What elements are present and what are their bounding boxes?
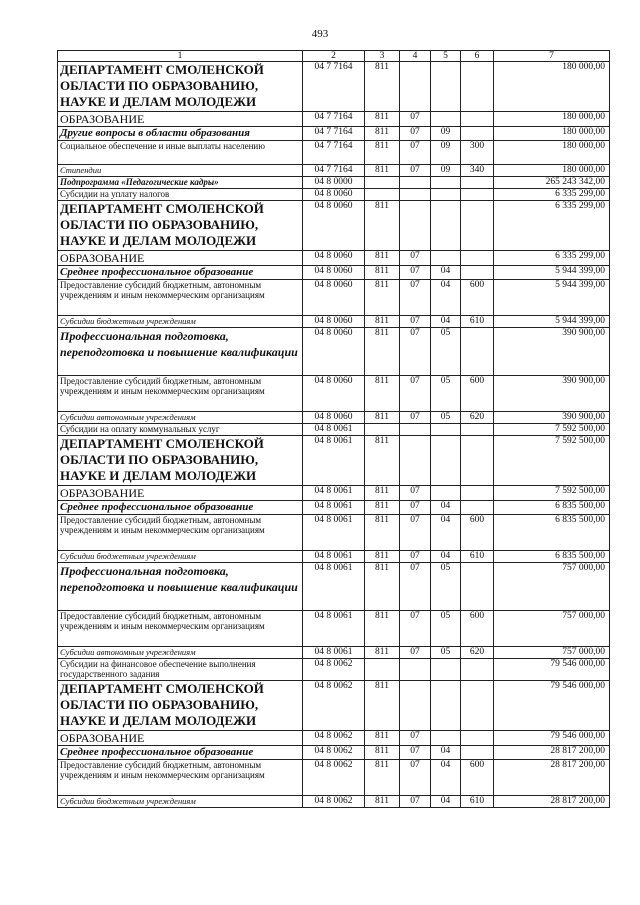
expense-type-cell: 600 (461, 760, 494, 796)
code-cell: 04 8 0061 (303, 515, 365, 551)
code-cell: 04 8 0060 (303, 316, 365, 328)
department-code-cell: 811 (365, 316, 400, 328)
table-row (58, 611, 610, 647)
department-code-cell: 811 (365, 412, 400, 424)
code-cell: 04 8 0061 (303, 424, 365, 436)
expense-type-cell (461, 746, 494, 760)
code-cell: 04 8 0060 (303, 328, 365, 376)
code-cell: 04 8 0000 (303, 177, 365, 189)
department-code-cell: 811 (365, 760, 400, 796)
amount-cell: 6 335 299,00 (494, 201, 610, 251)
subsection-cell: 04 (431, 266, 461, 280)
row-name-cell: Предоставление субсидий бюджетным, автономным учреждениям и иным некоммерческим организациям (58, 611, 303, 647)
header-cell-6: 6 (461, 51, 494, 62)
expense-type-cell (461, 62, 494, 112)
expense-type-cell: 620 (461, 647, 494, 659)
expense-type-cell (461, 112, 494, 127)
department-code-cell: 811 (365, 62, 400, 112)
amount-cell: 757 000,00 (494, 647, 610, 659)
expense-type-cell: 610 (461, 796, 494, 808)
table-row (58, 563, 610, 611)
header-cell-2: 2 (303, 51, 365, 62)
amount-cell: 6 835 500,00 (494, 551, 610, 563)
row-name-cell: Субсидии бюджетным учреждениям (58, 316, 303, 328)
code-cell: 04 8 0061 (303, 647, 365, 659)
amount-cell: 180 000,00 (494, 165, 610, 177)
section-cell: 07 (400, 611, 431, 647)
section-cell: 07 (400, 647, 431, 659)
table-header-row (58, 51, 610, 62)
code-cell: 04 7 7164 (303, 62, 365, 112)
department-code-cell: 811 (365, 746, 400, 760)
table-row (58, 251, 610, 266)
section-cell (400, 177, 431, 189)
expense-type-cell (461, 189, 494, 201)
row-name-cell: ОБРАЗОВАНИЕ (58, 251, 303, 266)
amount-cell: 6 335 299,00 (494, 189, 610, 201)
section-cell: 07 (400, 251, 431, 266)
expense-type-cell (461, 436, 494, 486)
expense-type-cell: 600 (461, 280, 494, 316)
table-row (58, 486, 610, 501)
section-cell: 07 (400, 376, 431, 412)
subsection-cell (431, 251, 461, 266)
section-cell: 07 (400, 141, 431, 165)
expense-type-cell (461, 563, 494, 611)
section-cell: 07 (400, 127, 431, 141)
row-name-cell: Субсидии на оплату коммунальных услуг (58, 424, 303, 436)
code-cell: 04 7 7164 (303, 141, 365, 165)
row-name-cell: Субсидии автономным учреждениям (58, 412, 303, 424)
section-cell: 07 (400, 266, 431, 280)
subsection-cell (431, 436, 461, 486)
code-cell: 04 8 0061 (303, 551, 365, 563)
department-code-cell: 811 (365, 165, 400, 177)
table-row (58, 760, 610, 796)
section-cell (400, 62, 431, 112)
code-cell: 04 7 7164 (303, 112, 365, 127)
department-code-cell: 811 (365, 681, 400, 731)
code-cell: 04 7 7164 (303, 165, 365, 177)
department-code-cell: 811 (365, 563, 400, 611)
table-row (58, 165, 610, 177)
code-cell: 04 8 0060 (303, 266, 365, 280)
expense-type-cell (461, 251, 494, 266)
expense-type-cell (461, 266, 494, 280)
table-row (58, 112, 610, 127)
section-cell (400, 189, 431, 201)
amount-cell: 390 900,00 (494, 328, 610, 376)
table-row (58, 412, 610, 424)
code-cell: 04 8 0060 (303, 251, 365, 266)
code-cell: 04 7 7164 (303, 127, 365, 141)
table-row (58, 436, 610, 486)
row-name-cell: Среднее профессиональное образование (58, 501, 303, 515)
subsection-cell: 09 (431, 165, 461, 177)
section-cell: 07 (400, 563, 431, 611)
table-row (58, 127, 610, 141)
amount-cell: 5 944 399,00 (494, 280, 610, 316)
row-name-cell: ДЕПАРТАМЕНТ СМОЛЕНСКОЙ ОБЛАСТИ ПО ОБРАЗОВАНИЮ, НАУКЕ И ДЕЛАМ МОЛОДЕЖИ (58, 436, 303, 486)
code-cell: 04 8 0062 (303, 659, 365, 681)
amount-cell: 79 546 000,00 (494, 731, 610, 746)
row-name-cell: Стипендии (58, 165, 303, 177)
subsection-cell: 09 (431, 141, 461, 165)
expense-type-cell: 600 (461, 376, 494, 412)
row-name-cell: ДЕПАРТАМЕНТ СМОЛЕНСКОЙ ОБЛАСТИ ПО ОБРАЗОВАНИЮ, НАУКЕ И ДЕЛАМ МОЛОДЕЖИ (58, 62, 303, 112)
code-cell: 04 8 0060 (303, 376, 365, 412)
department-code-cell: 811 (365, 501, 400, 515)
amount-cell: 7 592 500,00 (494, 436, 610, 486)
page-number: 493 (311, 28, 329, 40)
header-cell-4: 4 (400, 51, 431, 62)
code-cell: 04 8 0061 (303, 501, 365, 515)
amount-cell: 6 335 299,00 (494, 251, 610, 266)
amount-cell: 180 000,00 (494, 112, 610, 127)
subsection-cell: 05 (431, 328, 461, 376)
subsection-cell (431, 424, 461, 436)
amount-cell: 757 000,00 (494, 611, 610, 647)
department-code-cell (365, 659, 400, 681)
table-row (58, 796, 610, 808)
amount-cell: 6 835 500,00 (494, 501, 610, 515)
code-cell: 04 8 0061 (303, 611, 365, 647)
amount-cell: 28 817 200,00 (494, 746, 610, 760)
expense-type-cell: 340 (461, 165, 494, 177)
department-code-cell (365, 424, 400, 436)
code-cell: 04 8 0061 (303, 436, 365, 486)
row-name-cell: Подпрограмма «Педагогические кадры» (58, 177, 303, 189)
section-cell: 07 (400, 515, 431, 551)
code-cell: 04 8 0061 (303, 486, 365, 501)
subsection-cell: 04 (431, 316, 461, 328)
table-row (58, 316, 610, 328)
expense-type-cell (461, 659, 494, 681)
amount-cell: 79 546 000,00 (494, 681, 610, 731)
amount-cell: 390 900,00 (494, 412, 610, 424)
section-cell (400, 424, 431, 436)
department-code-cell: 811 (365, 266, 400, 280)
section-cell: 07 (400, 551, 431, 563)
subsection-cell: 04 (431, 760, 461, 796)
expense-type-cell: 300 (461, 141, 494, 165)
department-code-cell: 811 (365, 611, 400, 647)
table-row (58, 189, 610, 201)
row-name-cell: Субсидии бюджетным учреждениям (58, 551, 303, 563)
amount-cell: 5 944 399,00 (494, 266, 610, 280)
code-cell: 04 8 0062 (303, 796, 365, 808)
subsection-cell: 05 (431, 412, 461, 424)
table-row (58, 731, 610, 746)
subsection-cell (431, 189, 461, 201)
code-cell: 04 8 0061 (303, 563, 365, 611)
row-name-cell: Другие вопросы в области образования (58, 127, 303, 141)
code-cell: 04 8 0060 (303, 189, 365, 201)
code-cell: 04 8 0060 (303, 412, 365, 424)
code-cell: 04 8 0060 (303, 280, 365, 316)
section-cell: 07 (400, 760, 431, 796)
table-row (58, 746, 610, 760)
department-code-cell: 811 (365, 112, 400, 127)
department-code-cell: 811 (365, 515, 400, 551)
table-row (58, 266, 610, 280)
table-row (58, 328, 610, 376)
subsection-cell (431, 201, 461, 251)
amount-cell: 7 592 500,00 (494, 424, 610, 436)
table-row (58, 659, 610, 681)
department-code-cell: 811 (365, 251, 400, 266)
row-name-cell: Субсидии на финансовое обеспечение выполнения государственного задания (58, 659, 303, 681)
row-name-cell: Предоставление субсидий бюджетным, автономным учреждениям и иным некоммерческим организациям (58, 515, 303, 551)
amount-cell: 28 817 200,00 (494, 760, 610, 796)
table-row (58, 551, 610, 563)
department-code-cell: 811 (365, 436, 400, 486)
row-name-cell: ДЕПАРТАМЕНТ СМОЛЕНСКОЙ ОБЛАСТИ ПО ОБРАЗОВАНИЮ, НАУКЕ И ДЕЛАМ МОЛОДЕЖИ (58, 681, 303, 731)
table-row (58, 376, 610, 412)
department-code-cell: 811 (365, 731, 400, 746)
row-name-cell: ОБРАЗОВАНИЕ (58, 731, 303, 746)
department-code-cell: 811 (365, 376, 400, 412)
subsection-cell (431, 62, 461, 112)
subsection-cell: 04 (431, 515, 461, 551)
department-code-cell: 811 (365, 127, 400, 141)
table-row (58, 177, 610, 189)
amount-cell: 79 546 000,00 (494, 659, 610, 681)
table-row (58, 501, 610, 515)
expense-type-cell: 610 (461, 316, 494, 328)
department-code-cell: 811 (365, 328, 400, 376)
section-cell: 07 (400, 412, 431, 424)
department-code-cell (365, 177, 400, 189)
section-cell (400, 436, 431, 486)
table-row (58, 141, 610, 165)
table-row (58, 280, 610, 316)
row-name-cell: Субсидии автономным учреждениям (58, 647, 303, 659)
amount-cell: 180 000,00 (494, 62, 610, 112)
expense-type-cell (461, 328, 494, 376)
section-cell: 07 (400, 316, 431, 328)
section-cell: 07 (400, 796, 431, 808)
row-name-cell: Социальное обеспечение и иные выплаты населению (58, 141, 303, 165)
row-name-cell: Предоставление субсидий бюджетным, автономным учреждениям и иным некоммерческим организациям (58, 760, 303, 796)
expense-type-cell (461, 501, 494, 515)
expense-type-cell (461, 681, 494, 731)
code-cell: 04 8 0062 (303, 681, 365, 731)
subsection-cell: 04 (431, 796, 461, 808)
department-code-cell: 811 (365, 647, 400, 659)
amount-cell: 6 835 500,00 (494, 515, 610, 551)
amount-cell: 265 243 342,00 (494, 177, 610, 189)
section-cell: 07 (400, 746, 431, 760)
expense-type-cell (461, 424, 494, 436)
section-cell: 07 (400, 165, 431, 177)
budget-table (57, 50, 610, 808)
row-name-cell: Предоставление субсидий бюджетным, автономным учреждениям и иным некоммерческим организациям (58, 376, 303, 412)
code-cell: 04 8 0062 (303, 746, 365, 760)
section-cell: 07 (400, 486, 431, 501)
subsection-cell (431, 659, 461, 681)
subsection-cell: 05 (431, 647, 461, 659)
expense-type-cell (461, 177, 494, 189)
department-code-cell: 811 (365, 796, 400, 808)
section-cell: 07 (400, 112, 431, 127)
row-name-cell: ОБРАЗОВАНИЕ (58, 486, 303, 501)
row-name-cell: Субсидии на уплату налогов (58, 189, 303, 201)
subsection-cell: 04 (431, 501, 461, 515)
code-cell: 04 8 0062 (303, 731, 365, 746)
department-code-cell: 811 (365, 486, 400, 501)
section-cell: 07 (400, 280, 431, 316)
expense-type-cell (461, 486, 494, 501)
amount-cell: 5 944 399,00 (494, 316, 610, 328)
subsection-cell: 09 (431, 127, 461, 141)
subsection-cell: 04 (431, 280, 461, 316)
table-row (58, 515, 610, 551)
department-code-cell: 811 (365, 141, 400, 165)
department-code-cell: 811 (365, 201, 400, 251)
subsection-cell (431, 177, 461, 189)
department-code-cell: 811 (365, 280, 400, 316)
expense-type-cell: 620 (461, 412, 494, 424)
row-name-cell: ОБРАЗОВАНИЕ (58, 112, 303, 127)
department-code-cell: 811 (365, 551, 400, 563)
amount-cell: 757 000,00 (494, 563, 610, 611)
subsection-cell: 05 (431, 611, 461, 647)
row-name-cell: Предоставление субсидий бюджетным, автономным учреждениям и иным некоммерческим организациям (58, 280, 303, 316)
subsection-cell: 05 (431, 563, 461, 611)
amount-cell: 180 000,00 (494, 141, 610, 165)
table-row (58, 681, 610, 731)
header-cell-7: 7 (494, 51, 610, 62)
table-row (58, 201, 610, 251)
subsection-cell (431, 486, 461, 501)
amount-cell: 180 000,00 (494, 127, 610, 141)
row-name-cell: ДЕПАРТАМЕНТ СМОЛЕНСКОЙ ОБЛАСТИ ПО ОБРАЗОВАНИЮ, НАУКЕ И ДЕЛАМ МОЛОДЕЖИ (58, 201, 303, 251)
section-cell (400, 659, 431, 681)
subsection-cell (431, 731, 461, 746)
table-row (58, 647, 610, 659)
table-row (58, 424, 610, 436)
section-cell: 07 (400, 731, 431, 746)
subsection-cell: 05 (431, 376, 461, 412)
subsection-cell: 04 (431, 551, 461, 563)
header-cell-1: 1 (58, 51, 303, 62)
amount-cell: 7 592 500,00 (494, 486, 610, 501)
expense-type-cell (461, 731, 494, 746)
expense-type-cell: 610 (461, 551, 494, 563)
section-cell (400, 201, 431, 251)
subsection-cell (431, 112, 461, 127)
subsection-cell: 04 (431, 746, 461, 760)
row-name-cell: Профессиональная подготовка, переподготовка и повышение квалификации (58, 563, 303, 611)
section-cell (400, 681, 431, 731)
code-cell: 04 8 0062 (303, 760, 365, 796)
row-name-cell: Среднее профессиональное образование (58, 266, 303, 280)
row-name-cell: Профессиональная подготовка, переподготовка и повышение квалификации (58, 328, 303, 376)
expense-type-cell (461, 201, 494, 251)
header-cell-5: 5 (431, 51, 461, 62)
expense-type-cell: 600 (461, 515, 494, 551)
row-name-cell: Субсидии бюджетным учреждениям (58, 796, 303, 808)
expense-type-cell: 600 (461, 611, 494, 647)
department-code-cell (365, 189, 400, 201)
section-cell: 07 (400, 501, 431, 515)
amount-cell: 28 817 200,00 (494, 796, 610, 808)
row-name-cell: Среднее профессиональное образование (58, 746, 303, 760)
header-cell-3: 3 (365, 51, 400, 62)
table-row (58, 62, 610, 112)
code-cell: 04 8 0060 (303, 201, 365, 251)
subsection-cell (431, 681, 461, 731)
amount-cell: 390 900,00 (494, 376, 610, 412)
section-cell: 07 (400, 328, 431, 376)
expense-type-cell (461, 127, 494, 141)
